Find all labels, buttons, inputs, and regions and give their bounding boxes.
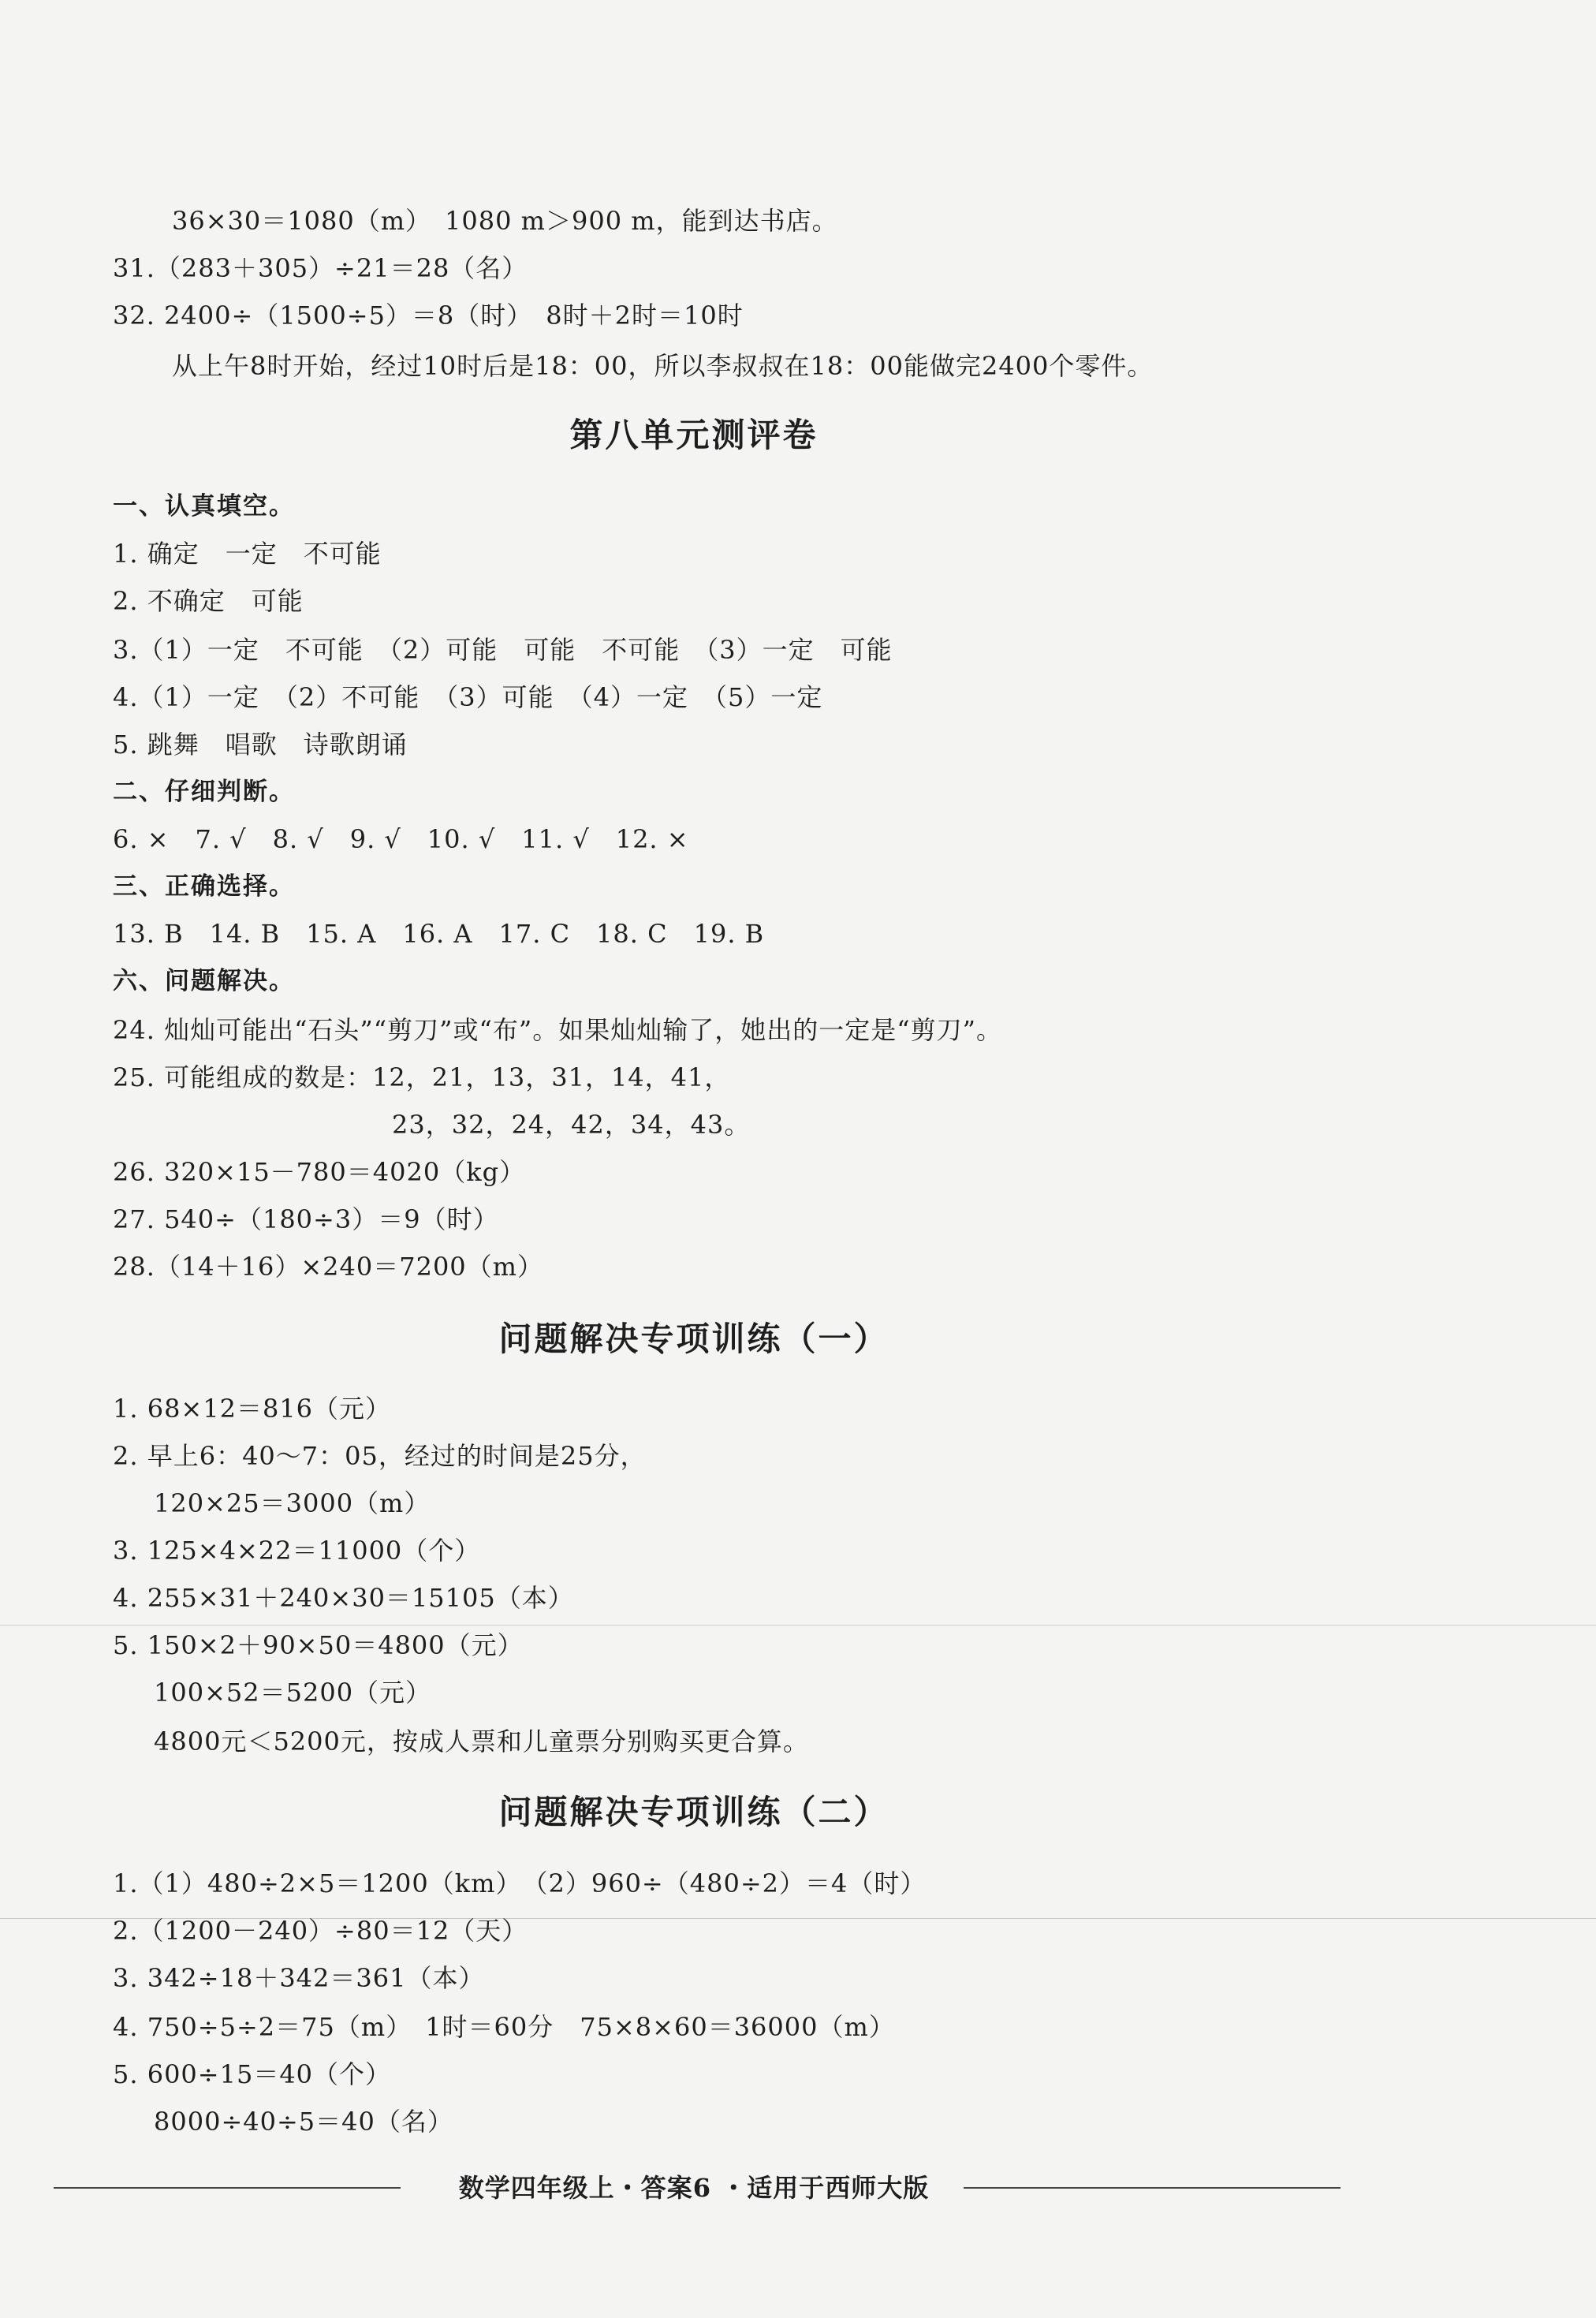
answer-line: 13. B 14. B 15. A 16. A 17. C 18. C 19. B — [113, 919, 765, 949]
answer-line: 5. 150×2＋90×50＝4800（元） — [113, 1630, 524, 1660]
answer-line: 100×52＝5200（元） — [154, 1678, 432, 1708]
answer-line: 3.（1）一定 不可能 （2）可能 可能 不可能 （3）一定 可能 — [113, 635, 893, 665]
answer-line: 26. 320×15－780＝4020（kg） — [113, 1157, 526, 1187]
section-title-unit8: 第八单元测评卷 — [569, 416, 819, 454]
answer-line: 27. 540÷（180÷3）＝9（时） — [113, 1204, 499, 1234]
answer-line: 3. 342÷18＋342＝361（本） — [113, 1963, 485, 1993]
answer-line: 1. 68×12＝816（元） — [113, 1394, 392, 1424]
answer-line: 6. × 7. √ 8. √ 9. √ 10. √ 11. √ 12. × — [113, 824, 689, 854]
answer-line: 4. 255×31＋240×30＝15105（本） — [113, 1583, 574, 1613]
answer-line: 4. 750÷5÷2＝75（m） 1时＝60分 75×8×60＝36000（m） — [113, 2012, 895, 2042]
answer-line: 3. 125×4×22＝11000（个） — [113, 1536, 481, 1566]
answer-line: 23，32，24，42，34，43。 — [392, 1110, 751, 1140]
answer-line: 2. 早上6：40～7：05，经过的时间是25分， — [113, 1441, 647, 1471]
heading-choose: 三、正确选择。 — [113, 872, 295, 901]
heading-judge: 二、仔细判断。 — [113, 778, 295, 806]
answer-line: 2.（1200－240）÷80＝12（天） — [113, 1916, 528, 1946]
answer-line: 4800元＜5200元，按成人票和儿童票分别购买更合算。 — [154, 1726, 809, 1756]
heading-fill-in: 一、认真填空。 — [113, 492, 295, 521]
answer-line: 4.（1）一定 （2）不可能 （3）可能 （4）一定 （5）一定 — [113, 682, 823, 712]
answer-line: 120×25＝3000（m） — [154, 1488, 431, 1518]
answer-line: 1. 确定 一定 不可能 — [113, 539, 382, 569]
text-line: 36×30＝1080（m） 1080 m＞900 m，能到达书店。 — [172, 206, 838, 236]
answer-line: 5. 600÷15＝40（个） — [113, 2059, 392, 2089]
scan-artifact-line — [0, 1625, 1596, 1626]
problem-32: 32. 2400÷（1500÷5）＝8（时） 8时＋2时＝10时 — [113, 300, 744, 330]
section-title-training2: 问题解决专项训练（二） — [498, 1793, 889, 1831]
answer-line: 1.（1）480÷2×5＝1200（km） （2）960÷（480÷2）＝4（时） — [113, 1868, 927, 1898]
answer-line: 28.（14＋16）×240＝7200（m） — [113, 1252, 544, 1282]
answer-line: 8000÷40÷5＝40（名） — [154, 2107, 453, 2137]
section-title-training1: 问题解决专项训练（一） — [498, 1320, 889, 1358]
answer-line: 24. 灿灿可能出“石头”“剪刀”或“布”。如果灿灿输了，她出的一定是“剪刀”。 — [113, 1015, 1002, 1045]
answer-line: 2. 不确定 可能 — [113, 586, 304, 616]
heading-problem-solving: 六、问题解决。 — [113, 967, 295, 995]
answer-line: 5. 跳舞 唱歌 诗歌朗诵 — [113, 730, 408, 760]
problem-31: 31.（283＋305）÷21＝28（名） — [113, 253, 528, 283]
footer-label: 数学四年级上・答案6 ・适用于西师大版 — [458, 2173, 930, 2203]
answer-line: 25. 可能组成的数是：12，21，13，31，14，41， — [113, 1062, 731, 1092]
text-line: 从上午8时开始，经过10时后是18：00，所以李叔叔在18：00能做完2400个零件。 — [172, 351, 1154, 381]
